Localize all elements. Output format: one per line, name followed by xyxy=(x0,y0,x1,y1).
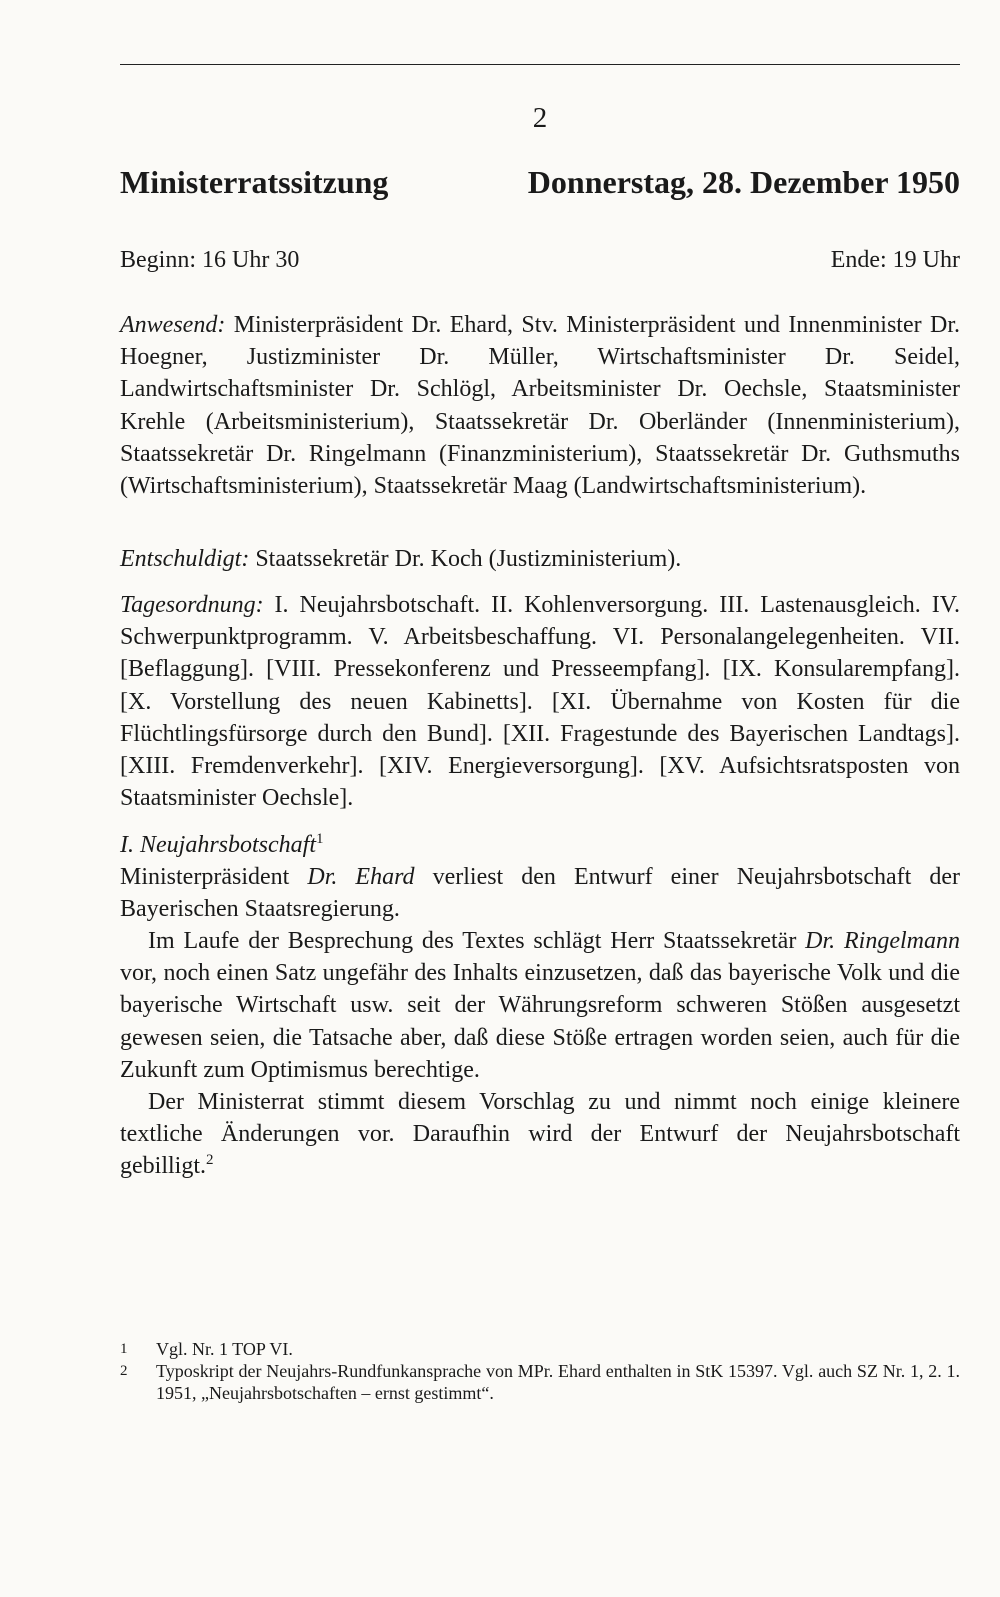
footnotes xyxy=(120,1338,960,1404)
top-rule xyxy=(120,64,960,65)
paragraph-text: Der Ministerrat stimmt diesem Vorschlag zu und nimmt noch einige kleinere textliche Änderungen vor. Daraufhin wird der Entwurf der Neujahrsbotschaft gebilligt. xyxy=(120,1089,960,1180)
footnote-text: Vgl. Nr. 1 TOP VI. xyxy=(156,1339,293,1359)
session-heading xyxy=(120,164,960,201)
attendees-label: Anwesend: xyxy=(120,312,226,338)
paragraph-text: Ministerpräsident xyxy=(120,864,308,890)
section-heading-text: I. Neujahrsbotschaft xyxy=(120,832,316,858)
section-paragraph-3 xyxy=(120,1086,960,1183)
document-page xyxy=(120,0,960,1597)
agenda-text: I. Neujahrsbotschaft. II. Kohlenversorgung. III. Lastenausgleich. IV. Schwerpunktprogramm. V. Arbeitsbeschaffung. VI. Personalangelegenheiten. VII. [Beflaggung]. [VIII. Pressekonferenz und Presseempfang]. [IX. Konsularempfang]. [X. Vorstellung des neuen Kabinetts]. [XI. Übernahme von Kosten für die Flüchtlingsfürsorge durch den Bund]. [XII. Fragestunde des Bayerischen Landtags]. [XIII. Fremdenverkehr]. [XIV. Energieversorgung]. [XV. Aufsichtsratsposten von Staatsminister Oechsle]. xyxy=(120,592,960,812)
footnote xyxy=(120,1338,960,1360)
excused-label: Entschuldigt: xyxy=(120,546,250,572)
excused-paragraph xyxy=(120,543,960,575)
paragraph-text: Im Laufe der Besprechung des Textes schlägt Herr Staatssekretär xyxy=(148,928,806,954)
excused-text: Staatssekretär Dr. Koch (Justizministerium). xyxy=(249,546,682,572)
agenda-label: Tagesordnung: xyxy=(120,592,264,618)
attendees-paragraph xyxy=(120,309,960,502)
footnote-number: 2 xyxy=(120,1363,128,1379)
section-paragraph-2 xyxy=(120,925,960,1086)
section-paragraph-1 xyxy=(120,861,960,925)
session-times xyxy=(120,247,960,274)
person-name: Dr. Ehard xyxy=(307,864,415,890)
footnote-ref-1: 1 xyxy=(316,831,324,847)
footnote xyxy=(120,1360,960,1404)
person-name: Dr. Ringelmann xyxy=(805,928,960,954)
footnote-ref-2: 2 xyxy=(206,1152,214,1169)
document-number: 2 xyxy=(532,102,548,134)
attendees-text: Ministerpräsident Dr. Ehard, Stv. Ministerpräsident und Innenminister Dr. Hoegner, Justizminister Dr. Müller, Wirtschaftsminister Dr. Seidel, Landwirtschaftsminister Dr. Schlögl, Arbeitsminister Dr. Oechsle, Staatsminister Krehle (Arbeitsministerium), Staatssekretär Dr. Oberländer (Innenministerium), Staatssekretär Dr. Ringelmann (Finanzministerium), Staatssekretär Dr. Guthsmuths (Wirtschaftsministerium), Staatssekretär Maag (Landwirtschaftsministerium). xyxy=(120,312,960,500)
footnote-number: 1 xyxy=(120,1341,128,1357)
footnote-text: Typoskript der Neujahrs-Rundfunkansprache von MPr. Ehard enthalten in StK 15397. Vgl. auch SZ Nr. 1, 2. 1. 1951, „Neujahrsbotschaften – ernst gestimmt“. xyxy=(156,1361,960,1403)
paragraph-text: verliest den Entwurf einer Neujahrsbotschaft der Bayerischen Staatsregierung. xyxy=(120,864,960,923)
session-date: Donnerstag, 28. Dezember 1950 xyxy=(527,164,960,200)
agenda-paragraph xyxy=(120,589,960,814)
begin-time: Beginn: 16 Uhr 30 xyxy=(120,247,300,273)
paragraph-text: vor, noch einen Satz ungefähr des Inhalts einzusetzen, daß das bayerische Volk und die bayerische Wirtschaft usw. seit der Währungsreform schweren Stößen ausgesetzt gewesen seien, die Tatsache aber, daß diese Stöße ertragen worden seien, auch für die Zukunft zum Optimismus berechtige. xyxy=(120,960,960,1083)
end-time: Ende: 19 Uhr xyxy=(830,247,960,273)
section-heading xyxy=(120,829,960,861)
session-title: Ministerratssitzung xyxy=(120,164,389,200)
